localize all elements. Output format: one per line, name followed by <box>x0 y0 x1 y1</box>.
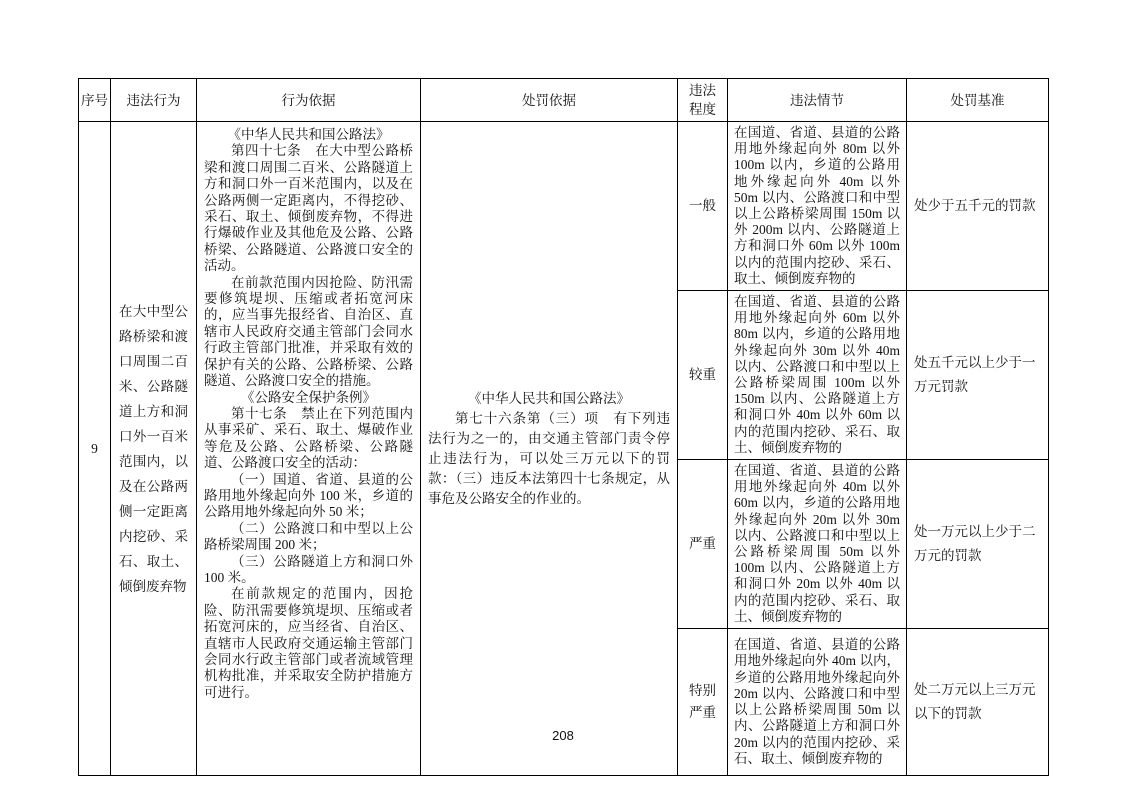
illegal-behavior-cell <box>111 122 197 776</box>
degree-cell-especially-serious <box>678 629 728 776</box>
header-penalty-basis: 处罚依据 <box>421 79 678 122</box>
header-serial: 序号 <box>79 79 111 122</box>
degree-label: 严重 <box>689 536 716 552</box>
circumstance-cell-general: 在国道、省道、县道的公路用地外缘起向外 80m 以外 100m 以内，乡道的公路用地外缘起向外 40m 以外 50m 以内、公路渡口和中型以上公路桥梁周围 150m 以外 200m 以内、公路隧道上方和洞口外 60m 以外 100m 以内的范围内挖砂、采石、取土、倾倒废弃物的 <box>728 122 907 291</box>
header-violation-degree-label: 违法程度 <box>689 83 716 117</box>
law-paragraph: 在前款规定的范围内，因抢险、防汛需要修筑堤坝、压缩或者拓宽河床的，应当经省、自治区、直辖市人民政府交通运输主管部门会同水行政主管部门或者流域管理机构批准，并采取安全防护措施方可进行。 <box>204 586 413 700</box>
circumstance-cell-especially-serious: 在国道、省道、县道的公路用地外缘起向外 40m 以内，乡道的公路用地外缘起向外 20m 以内、公路渡口和中型以上公路桥梁周围 50m 以内、公路隧道上方和洞口外 20m 以内的范围内挖砂、采石、取土、倾倒废弃物的 <box>728 629 907 776</box>
degree-cell-heavier <box>678 291 728 460</box>
circumstance-cell-heavier: 在国道、省道、县道的公路用地外缘起向外 60m 以外 80m 以内，乡道的公路用地外缘起向外 30m 以外 40m 以内、公路渡口和中型以上公路桥梁周围 100m 以外 150m 以内、公路隧道上方和洞口外 40m 以外 60m 以内的范围内挖砂、采石、取土、倾倒废弃物的 <box>728 291 907 460</box>
law-title: 《中华人民共和国公路法》 <box>227 127 390 142</box>
law-paragraph: （二）公路渡口和中型以上公路桥梁周围 200 米； <box>204 520 413 553</box>
header-violation-circumstance: 违法情节 <box>728 79 907 122</box>
degree-cell-general <box>678 122 728 291</box>
penalty-standards-table <box>78 78 1049 776</box>
header-violation-degree <box>678 79 728 122</box>
law-paragraph: 第十七条 禁止在下列范围内从事采矿、采石、取土、爆破作业等危及公路、公路桥梁、公路隧道、公路渡口安全的活动： <box>204 405 413 471</box>
benchmark-cell-serious: 处一万元以上少于二万元的罚款 <box>907 460 1049 629</box>
law-paragraph: （三）公路隧道上方和洞口外 100 米。 <box>204 553 413 585</box>
degree-label: 较重 <box>689 367 716 383</box>
benchmark-cell-especially-serious: 处二万元以上三万元以下的罚款 <box>907 629 1049 776</box>
header-behavior-basis: 行为依据 <box>197 79 421 122</box>
law-paragraph: （一）国道、省道、县道的公路用地外缘起向外 100 米，乡道的公路用地外缘起向外 50 米； <box>204 471 413 520</box>
table-header-row <box>79 79 1049 122</box>
header-illegal-behavior: 违法行为 <box>111 79 197 122</box>
illegal-behavior-text: 在大中型公路桥梁和渡口周围二百米、公路隧道上方和洞口外一百米范围内，以及在公路两侧一定距离内挖砂、采石、取土、倾倒废弃物 <box>119 303 188 594</box>
circumstance-cell-serious: 在国道、省道、县道的公路用地外缘起向外 40m 以外 60m 以内，乡道的公路用地外缘起向外 20m 以外 30m 以内、公路渡口和中型以上公路桥梁周围 50m 以外 100m 以内、公路隧道上方和洞口外 20m 以外 40m 以内的范围内挖砂、采石、取土、倾倒废弃物的 <box>728 460 907 629</box>
penalty-basis-cell <box>421 122 678 776</box>
table-row <box>79 122 1049 291</box>
behavior-basis-cell <box>197 122 421 776</box>
serial-number-cell: 9 <box>79 122 111 776</box>
degree-label: 一般 <box>689 198 716 214</box>
benchmark-cell-general: 处少于五千元的罚款 <box>907 122 1049 291</box>
law-paragraph: 第七十六条第（三）项 有下列违法行为之一的，由交通主管部门责令停止违法行为，可以处三万元以下的罚款：（三）违反本法第四十七条规定，从事危及公路安全的作业的。 <box>428 410 670 506</box>
law-title: 《中华人民共和国公路法》 <box>468 390 630 406</box>
degree-label: 特别严重 <box>689 683 716 721</box>
header-penalty-benchmark: 处罚基准 <box>907 79 1049 122</box>
degree-cell-serious <box>678 460 728 629</box>
benchmark-cell-heavier: 处五千元以上少于一万元罚款 <box>907 291 1049 460</box>
law-paragraph: 在前款范围内因抢险、防汛需要修筑堤坝、压缩或者拓宽河床的，应当事先报经省、自治区、直辖市人民政府交通主管部门会同水行政主管部门批准，并采取有效的保护有关的公路、公路桥梁、公路隧道、公路渡口安全的措施。 <box>204 274 413 389</box>
page-number: 208 <box>552 728 574 743</box>
law-title: 《公路安全保护条例》 <box>241 389 376 405</box>
law-paragraph: 第四十七条 在大中型公路桥梁和渡口周围二百米、公路隧道上方和洞口外一百米范围内，以及在公路两侧一定距离内，不得挖砂、采石、取土、倾倒废弃物，不得进行爆破作业及其他危及公路、公路桥梁、公路隧道、公路渡口安全的活动。 <box>204 143 413 274</box>
